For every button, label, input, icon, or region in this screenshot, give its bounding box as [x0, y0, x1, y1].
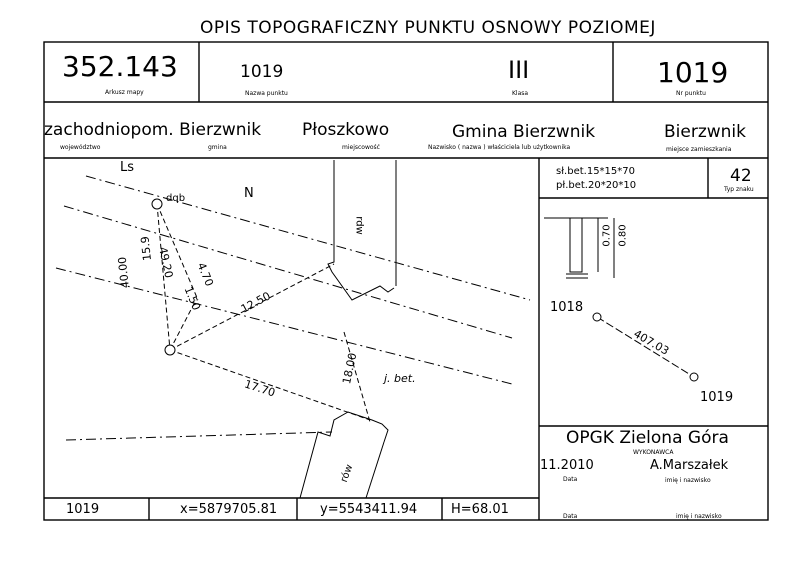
distance-4-70: 4.70 — [194, 260, 216, 289]
depth-0-80: 0.80 — [617, 224, 629, 247]
document-title: OPIS TOPOGRAFICZNY PUNKTU OSNOWY POZIOMEJ — [200, 18, 656, 38]
distance-12-50: 12.50 — [238, 289, 273, 316]
author-label: imię i nazwisko — [665, 477, 711, 484]
distance-1-50: 1.50 — [181, 284, 203, 313]
concrete-label: j. bet. — [384, 372, 416, 385]
neighbor-to: 1019 — [700, 390, 734, 405]
footer-point: 1019 — [66, 502, 100, 517]
marker-type-value: 42 — [730, 166, 752, 186]
forest-label: Ls — [120, 160, 135, 175]
point-no-label: Nr punktu — [676, 90, 706, 97]
marker-type-label: Typ znaku — [724, 186, 754, 193]
distance-15-9: 15.9 — [138, 235, 154, 262]
map-sheet-value: 352.143 — [62, 50, 178, 83]
sketch-drawing — [56, 160, 530, 498]
author-label-2: imię i nazwisko — [676, 513, 722, 520]
owner-label: Nazwisko ( nazwa ) właściciela lub użytkownika — [428, 144, 571, 151]
class-value: III — [508, 56, 530, 84]
map-sheet-label: Arkusz mapy — [105, 89, 144, 96]
ditch-bottom-label: rów — [338, 463, 356, 484]
class-label: Klasa — [512, 90, 529, 97]
date-label-2: Data — [563, 513, 578, 520]
locality-label: miejscowość — [342, 144, 380, 151]
owner-value: Gmina Bierzwnik — [452, 122, 596, 142]
voivodeship-label: województwo — [60, 144, 101, 151]
footer-y: y=5543411.94 — [320, 502, 418, 517]
residence-label: miejsce zamieszkania — [666, 146, 732, 153]
footer-h: H=68.01 — [451, 502, 509, 517]
locality-value: Płoszkowo — [302, 120, 390, 140]
marker-spec-2: pł.bet.20*20*10 — [556, 180, 637, 191]
marker-spec-1: sł.bet.15*15*70 — [556, 166, 636, 177]
north-label: N — [244, 186, 254, 201]
survey-date-label: Data — [563, 476, 578, 483]
survey-date: 11.2010 — [540, 458, 594, 473]
distance-40-00: 40.00 — [115, 256, 132, 289]
ditch-top-label: rdw — [353, 216, 365, 235]
author-name: A.Marszałek — [650, 458, 729, 473]
contractor-name: OPGK Zielona Góra — [566, 428, 729, 448]
distance-17-70: 17.70 — [242, 377, 277, 400]
point-name-value: 1019 — [240, 62, 284, 82]
footer-x: x=5879705.81 — [180, 502, 278, 517]
residence-value: Bierzwnik — [664, 122, 747, 142]
distance-18-00: 18.00 — [340, 351, 360, 386]
tree-label: dqb — [166, 193, 186, 204]
neighbor-from: 1018 — [550, 300, 584, 315]
point-no-value: 1019 — [657, 56, 729, 89]
contractor-label: WYKONAWCA — [633, 449, 674, 456]
point-name-label: Nazwa punktu — [245, 90, 288, 97]
distance-49-20: 49.20 — [156, 245, 176, 280]
depth-0-70: 0.70 — [601, 224, 613, 247]
neighbor-distance: 407.03 — [631, 327, 672, 358]
district-label: gmina — [208, 144, 227, 151]
voivodeship-district: zachodniopom. Bierzwnik — [44, 120, 262, 140]
